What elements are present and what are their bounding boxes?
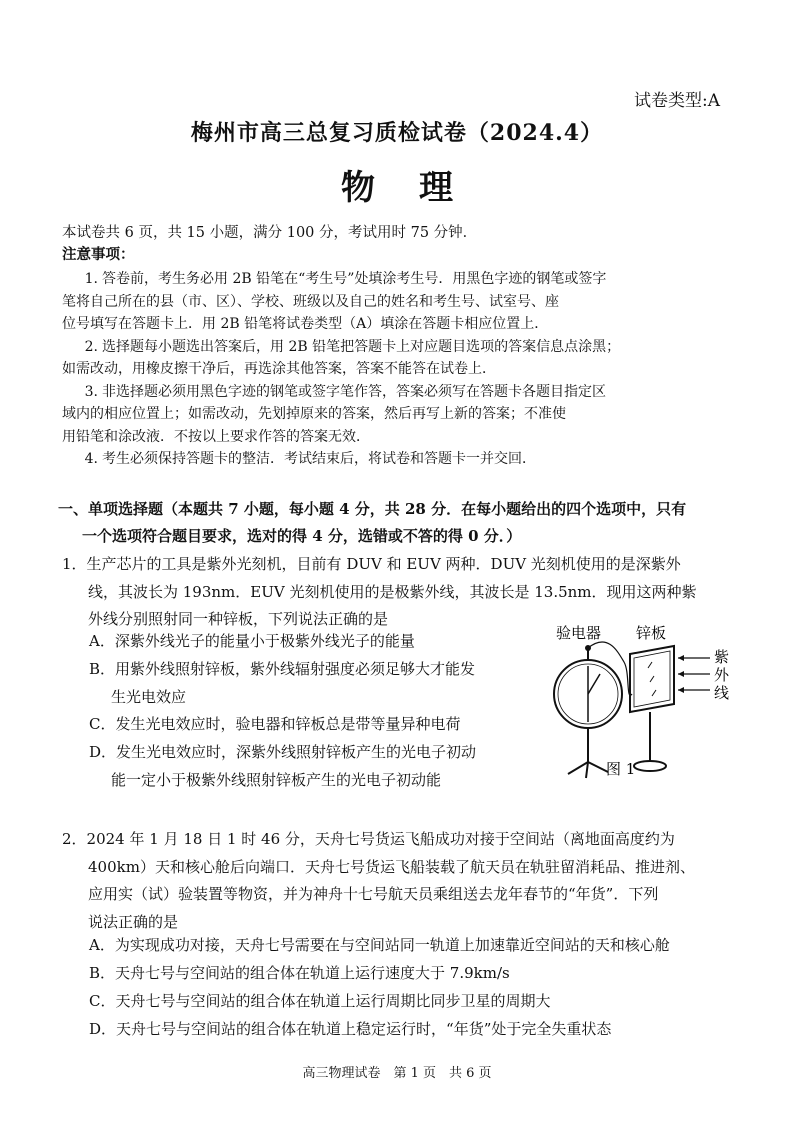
- zinc-plate-label: 锌板: [636, 624, 667, 642]
- figure-caption: 图 1: [606, 760, 636, 778]
- page-footer: 高三物理试卷 第 1 页 共 6 页: [302, 1066, 492, 1081]
- exam-title: 梅州市高三总复习质检试卷（2024.4）: [190, 120, 604, 146]
- q1-option-a: A．深紫外线光子的能量小于极紫外线光子的能量: [89, 632, 415, 650]
- uv-label-3: 线: [714, 684, 730, 702]
- note-item: 1. 答卷前，考生务必用 2B 铅笔在“考生号”处填涂考生号．用黑色字迹的钢笔或签字: [84, 271, 607, 287]
- paper-type-label: 试卷类型:A: [633, 91, 720, 111]
- exam-summary: 本试卷共 6 页，共 15 小题，满分 100 分，考试用时 75 分钟．: [62, 225, 478, 241]
- question-2-stem: 2．2024 年 1 月 18 日 1 时 46 分，天舟七号货运飞船成功对接于空间站（离地面高度约为 400km）天和核心舱后向端口．天舟七号货运飞船装载了航天员在轨驻留消耗品、推进剂、 应用实（试）验装置等物资，并为神舟十七号航天员乘组送去龙年春节的“年货”．下列 说法正确的是: [62, 830, 695, 931]
- q1-option-d: D．发生光电效应时，深紫外线照射锌板产生的光电子初动 能一定小于极紫外线照射锌板产生的光电子初动能: [89, 743, 477, 789]
- q2-option-c: C．天舟七号与空间站的组合体在轨道上运行周期比同步卫星的周期大: [89, 992, 551, 1010]
- note-item-cont: 域内的相应位置上；如需改动，先划掉原来的答案，然后再写上新的答案；不准使: [62, 406, 566, 422]
- uv-label-1: 紫: [714, 648, 730, 666]
- electroscope-icon: [554, 645, 622, 778]
- subject-title: 物理: [341, 168, 497, 208]
- note-item-cont: 用铅笔和涂改液．不按以上要求作答的答案无效．: [62, 428, 370, 445]
- q2-option-b: B．天舟七号与空间站的组合体在轨道上运行速度大于 7.9km/s: [89, 964, 510, 982]
- note-item: 2. 选择题每小题选出答案后，用 2B 铅笔把答题卡上对应题目选项的答案信息点涂黑；: [84, 338, 621, 355]
- q2-option-d: D．天舟七号与空间站的组合体在轨道上稳定运行时，“年货”处于完全失重状态: [89, 1020, 612, 1038]
- note-item-cont: 笔将自己所在的县（市、区）、学校、班级以及自己的姓名和考生号、试室号、座: [62, 293, 559, 310]
- q2-option-a: A．为实现成功对接，天舟七号需要在与空间站同一轨道上加速靠近空间站的天和核心舱: [89, 936, 670, 954]
- zinc-plate-icon: [630, 646, 674, 771]
- question-1-stem: 1．生产芯片的工具是紫外光刻机，目前有 DUV 和 EUV 两种．DUV 光刻机使用的是深紫外 线，其波长为 193nm．EUV 光刻机使用的是极紫外线，其波长是 13.5nm．现用这两种紫 外线分别照射同一种锌板，下列说法正确的是: [62, 555, 697, 628]
- q1-option-b: B．用紫外线照射锌板，紫外线辐射强度必须足够大才能发 生光电效应: [89, 660, 476, 706]
- uv-arrows-icon: [678, 655, 710, 693]
- note-item-cont: 如需改动，用橡皮擦干净后，再选涂其他答案，答案不能答在试卷上．: [62, 361, 496, 377]
- electroscope-label: 验电器: [556, 624, 602, 642]
- notes-list: [62, 268, 752, 471]
- notes-title: 注意事项：: [62, 246, 135, 263]
- section-heading: 一、单项选择题（本题共 7 小题，每小题 4 分，共 28 分．在每小题给出的四个选项中，只有 一个选项符合题目要求，选对的得 4 分，选错或不答的得 0 分．）: [58, 500, 687, 545]
- note-item-cont: 位号填写在答题卡上．用 2B 铅笔将试卷类型（A）填涂在答题卡相应位置上．: [62, 316, 549, 332]
- note-item: 4. 考生必须保持答题卡的整洁．考试结束后，将试卷和答题卡一并交回．: [84, 451, 536, 467]
- uv-label-2: 外: [714, 666, 730, 684]
- note-item: 3. 非选择题必须用黑色字迹的钢笔或签字笔作答，答案必须写在答题卡各题目指定区: [84, 383, 606, 400]
- q1-option-c: C．发生光电效应时，验电器和锌板总是带等量异种电荷: [89, 715, 461, 733]
- electroscope-figure: [538, 622, 748, 792]
